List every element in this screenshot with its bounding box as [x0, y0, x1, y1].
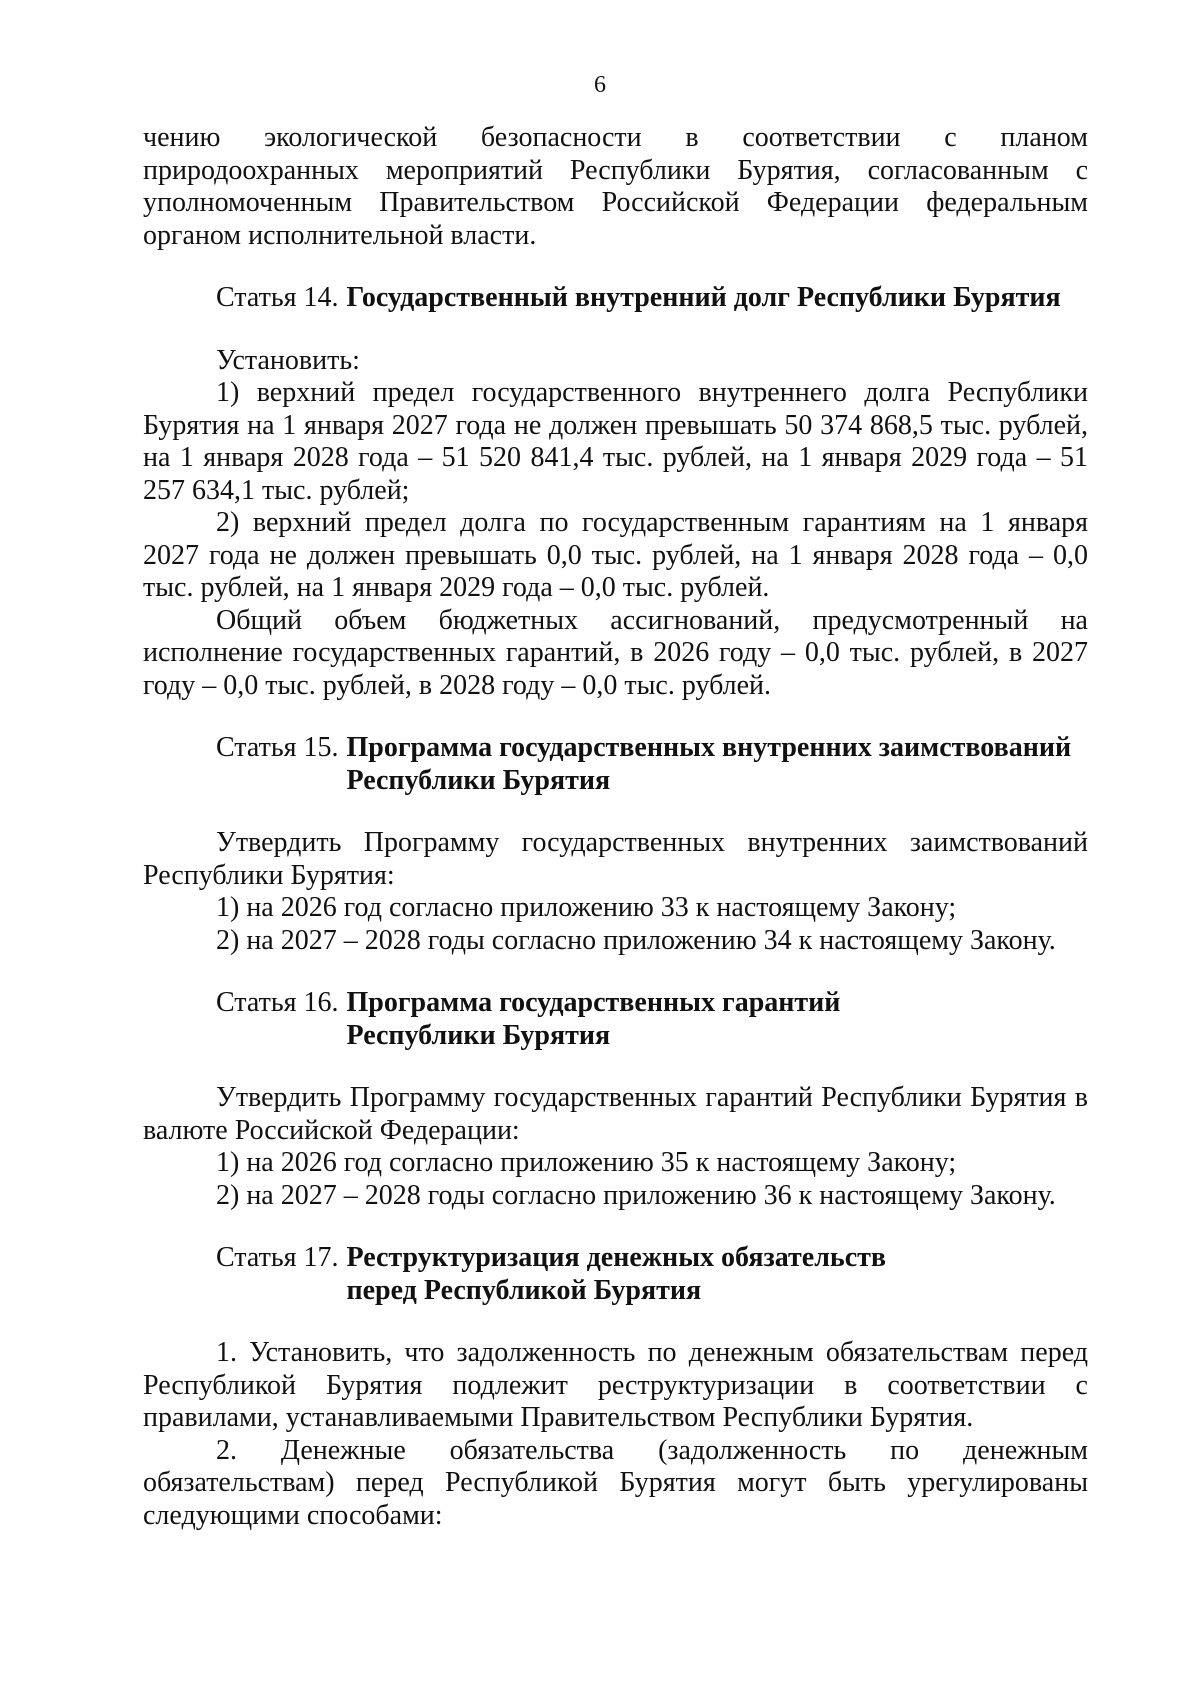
article-16-paragraph-1: Утвердить Программу государственных гарантий Республики Бурятия в валюте Российской Федерации:	[143, 1082, 1088, 1146]
article-17-label: Статья 17.	[216, 1242, 339, 1273]
article-16-title-line-2: Республики Бурятия	[346, 1019, 611, 1051]
article-15-heading	[216, 732, 1088, 797]
article-14-label: Статья 14.	[216, 282, 339, 313]
article-14-paragraph-1: Установить:	[216, 344, 360, 376]
intro-paragraph: чению экологической безопасности в соответствии с планом природоохранных мероприятий Республики Бурятия, согласованным с уполномоченным Правительством Российской Федерации федеральным органом исполнительной власти.	[143, 122, 1088, 251]
article-17-paragraph-1: 1. Установить, что задолженность по денежным обязательствам перед Республикой Бурятия подлежит реструктуризации в соответствии с правилами, устанавливаемыми Правительством Республики Бурятия.	[143, 1337, 1088, 1433]
article-14-title-text: Государственный внутренний долг Республики Бурятия	[346, 282, 1061, 313]
document-body	[143, 122, 1088, 1532]
article-15-title	[346, 732, 1071, 797]
article-17-title-line-2: перед Республикой Бурятия	[346, 1274, 702, 1306]
article-17-title	[346, 1242, 886, 1307]
article-16-paragraph-2: 1) на 2026 год согласно приложению 35 к настоящему Закону;	[216, 1147, 957, 1178]
article-15-paragraph-1: Утвердить Программу государственных внутренних заимствований Республики Бурятия:	[143, 827, 1088, 891]
article-15-title-line-2: Республики Бурятия	[346, 764, 611, 796]
article-14-paragraph-2: 1) верхний предел государственного внутреннего долга Республики Бурятия на 1 января 2027 года не должен превышать 50 374 868,5 тыс. рублей, на 1 января 2028 года – 51 520 841,4 тыс. рублей, на 1 января 2029 года – 51 257 634,1 тыс. рублей;	[143, 377, 1088, 506]
page-number: 6	[594, 72, 606, 98]
article-17-paragraph-2: 2. Денежные обязательства (задолженность по денежным обязательствам) перед Республикой Бурятия могут быть урегулированы следующими способами:	[143, 1434, 1088, 1531]
article-16-title-line-1: Программа государственных гарантий	[346, 987, 841, 1018]
article-16-label: Статья 16.	[216, 987, 339, 1018]
article-16-title	[346, 987, 840, 1052]
article-15-paragraph-3: 2) на 2027 – 2028 годы согласно приложению 34 к настоящему Закону.	[216, 924, 1056, 956]
article-15-label: Статья 15.	[216, 732, 339, 763]
article-14-paragraph-4: Общий объем бюджетных ассигнований, предусмотренный на исполнение государственных гарантий, в 2026 году – 0,0 тыс. рублей, в 2027 году – 0,0 тыс. рублей, в 2028 году – 0,0 тыс. рублей.	[143, 604, 1088, 701]
article-14-title	[346, 282, 1060, 315]
article-15-title-line-1: Программа государственных внутренних заимствований	[346, 732, 1072, 763]
article-17-title-line-1: Реструктуризация денежных обязательств	[346, 1242, 887, 1273]
article-16-paragraph-3: 2) на 2027 – 2028 годы согласно приложению 36 к настоящему Закону.	[216, 1179, 1056, 1211]
article-16-heading	[216, 987, 1088, 1052]
article-14-heading	[216, 282, 1088, 315]
article-14-paragraph-3: 2) верхний предел долга по государственным гарантиям на 1 января 2027 года не должен превышать 0,0 тыс. рублей, на 1 января 2028 года – 0,0 тыс. рублей, на 1 января 2029 года – 0,0 тыс. рублей.	[143, 507, 1088, 603]
article-15-paragraph-2: 1) на 2026 год согласно приложению 33 к настоящему Закону;	[216, 892, 957, 923]
article-17-heading	[216, 1242, 1088, 1307]
